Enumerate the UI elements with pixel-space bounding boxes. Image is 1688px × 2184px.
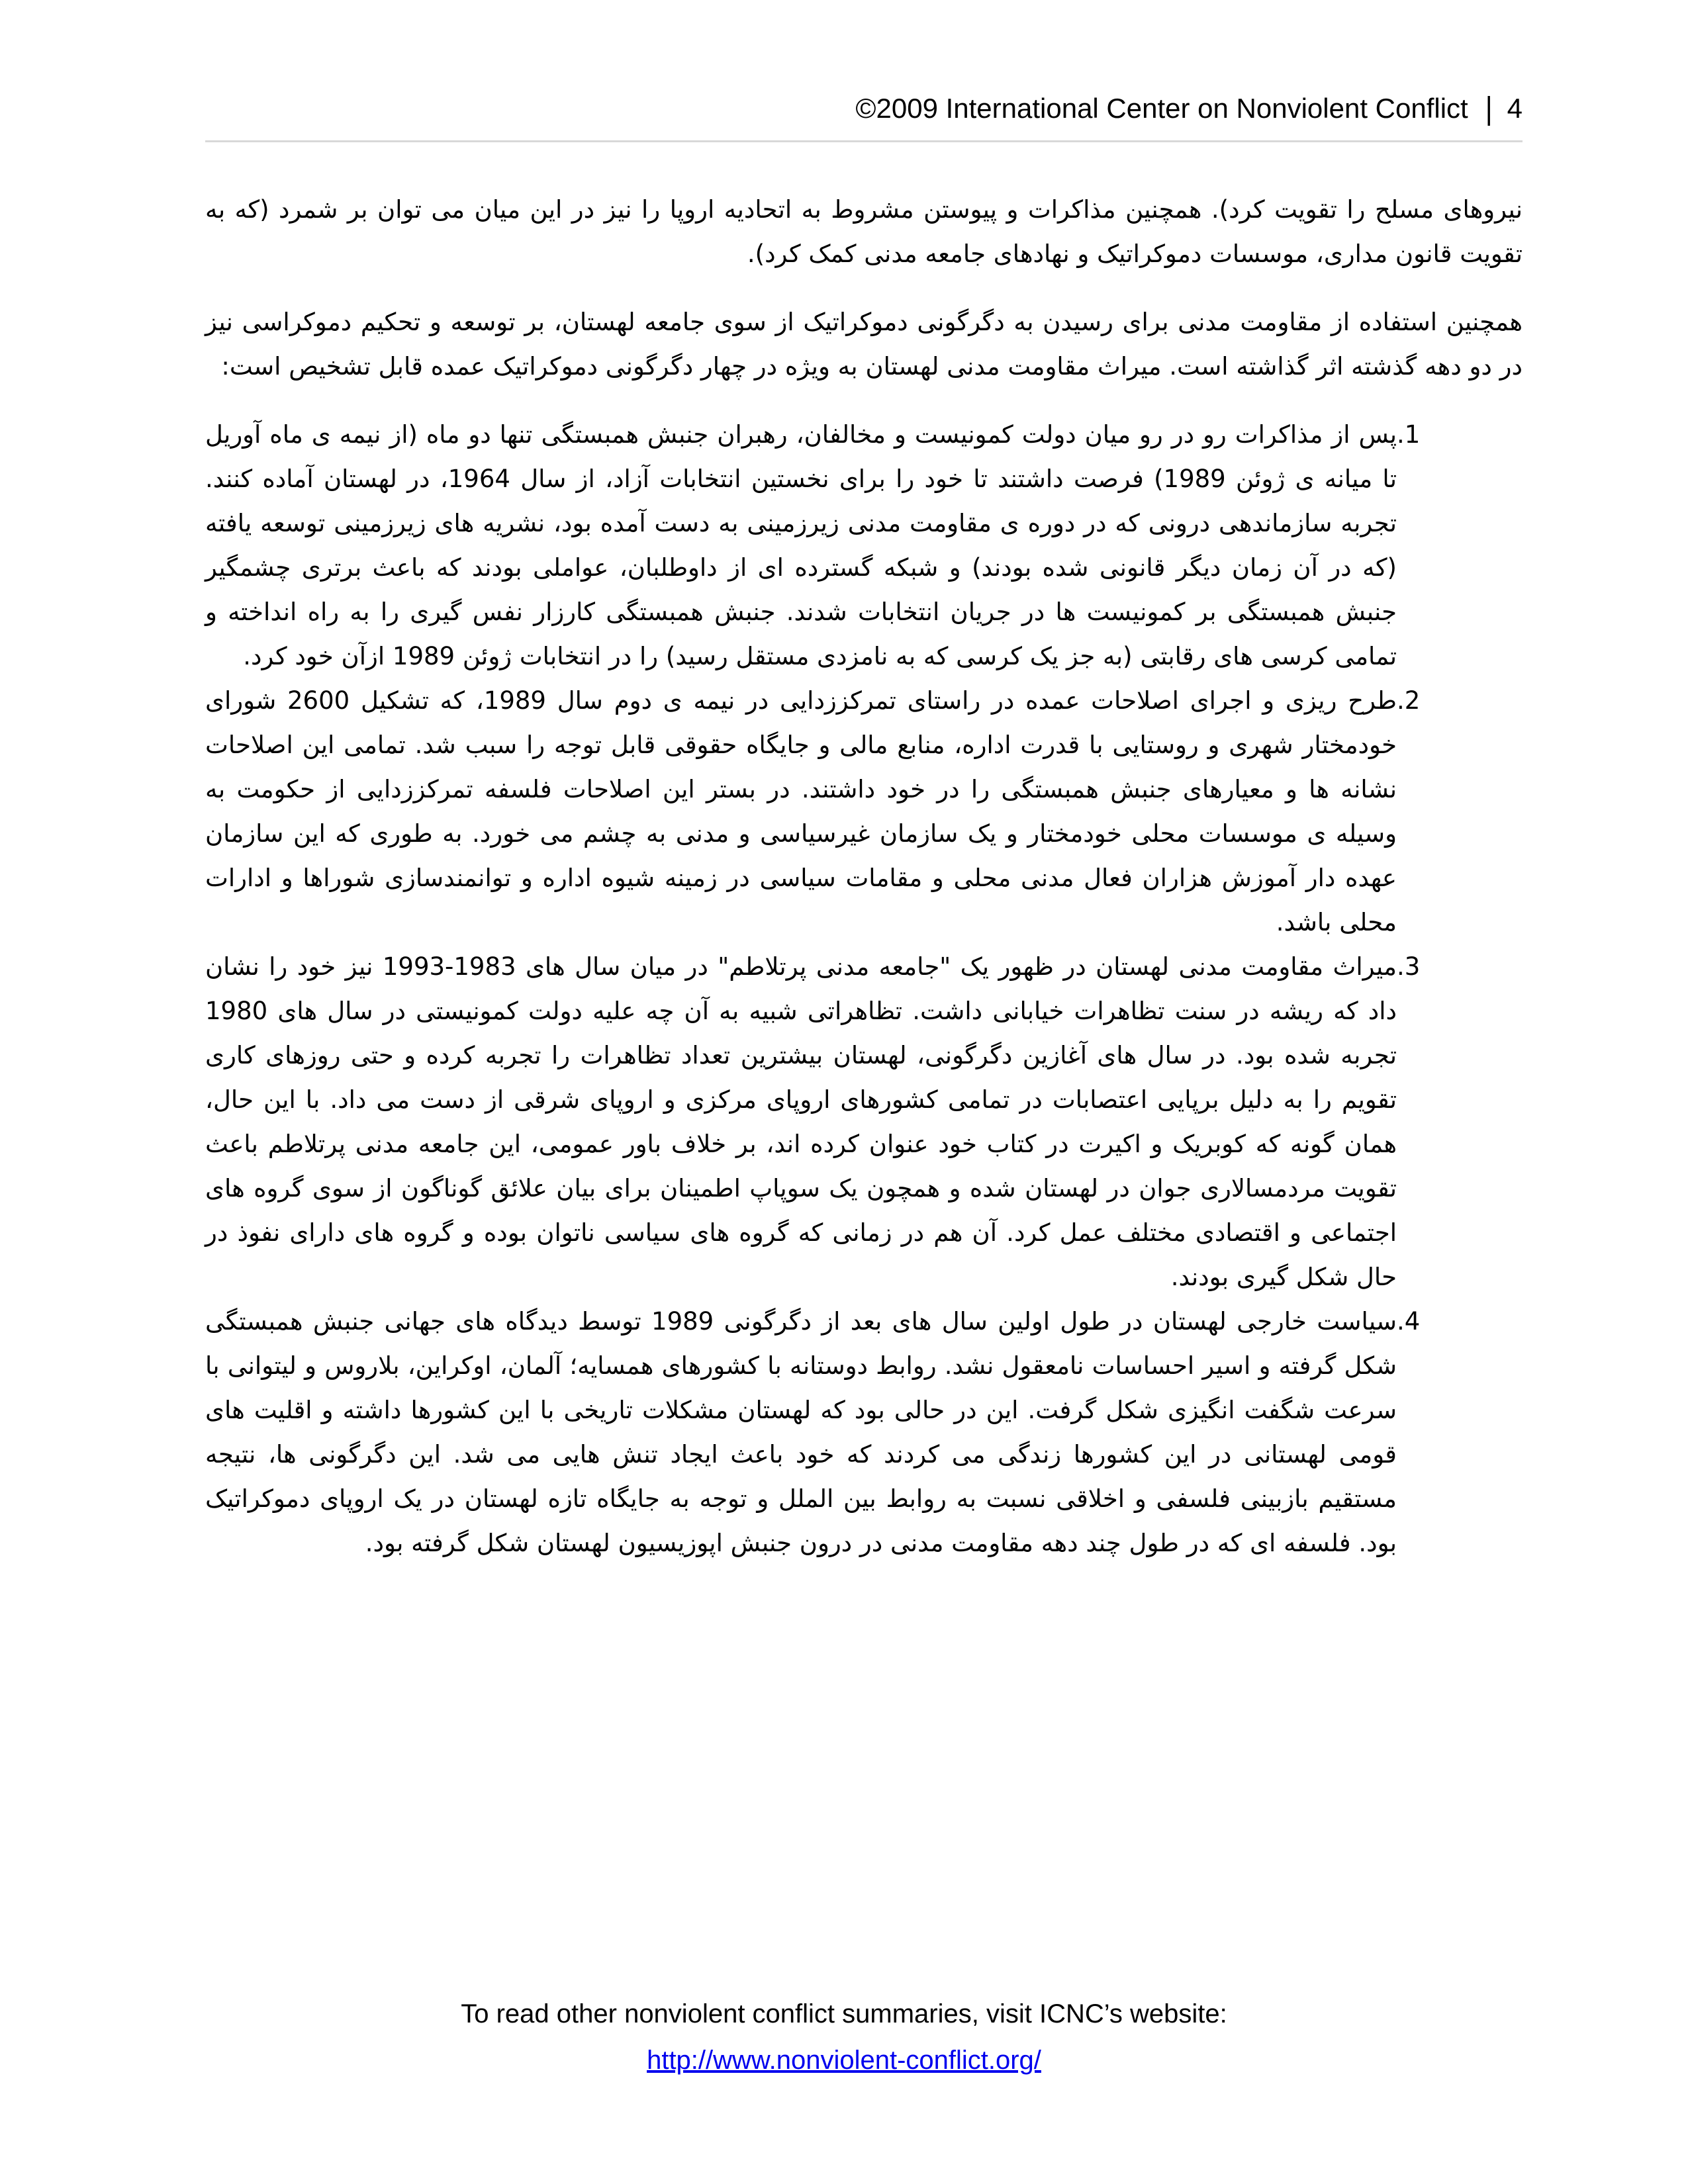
footer-note: To read other nonviolent conflict summaries, visit ICNC’s website: xyxy=(461,1999,1227,2028)
list-item-text: طرح ریزی و اجرای اصلاحات عمده در راستای تمرکززدایی در نیمه ی دوم سال 1989، که تشکیل 2600 شورای خودمختار شهری و روستایی با قدرت اداره، منابع مالی و جایگاه حقوقی قابل توجه را سبب شد. تمامی این اصلاحات نشانه ها و معیارهای جنبش همبستگی را در خود داشتند. در بستر این اصلاحات فلسفه تمرکززدایی از حکومت به وسیله ی موسسات محلی خودمختار و یک سازمان غیرسیاسی و مدنی به چشم می خورد. به طوری که این سازمان عهده دار آموزش هزاران فعال مدنی محلی و مقامات سیاسی در زمینه شیوه اداره و توانمندسازی شوراها و ادارات محلی باشد. xyxy=(205,686,1397,936)
list-item-number: 1. xyxy=(1397,420,1421,449)
page-number: 4 xyxy=(1507,93,1523,124)
paragraph: همچنین استفاده از مقاومت مدنی برای رسیدن به دگرگونی دموکراتیک از سوی جامعه لهستان، بر توسعه و تحکیم دموکراسی نیز در دو دهه گذشته اثر گذاشته است. میراث مقاومت مدنی لهستان به ویژه در چهار دگرگونی دموکراتیک عمده قابل تشخیص است: xyxy=(205,308,1523,381)
list-item-number: 4. xyxy=(1397,1307,1421,1336)
list-item xyxy=(205,678,1523,944)
numbered-list xyxy=(205,412,1523,1565)
website-link[interactable]: http://www.nonviolent-conflict.org/ xyxy=(647,2046,1041,2075)
list-item-text: سیاست خارجی لهستان در طول اولین سال های بعد از دگرگونی 1989 توسط دیدگاه های جهانی جنبش همبستگی شکل گرفته و اسیر احساسات نامعقول نشد. روابط دوستانه با کشورهای همسایه؛ آلمان، اوکراین، بلاروس و لیتوانی با سرعت شگفت انگیزی شکل گرفت. این در حالی بود که لهستان مشکلات تاریخی با این کشورها داشته و اقلیت های قومی لهستانی در این کشورها زندگی می کردند که خود باعث ایجاد تنش هایی می شد. این دگرگونی ها، نتیجه مستقیم بازبینی فلسفی و اخلاقی نسبت به روابط بین الملل و توجه به جایگاه تازه لهستان در یک اروپای دموکراتیک بود. فلسفه ای که در طول چند دهه مقاومت مدنی در درون جنبش اپوزیسیون لهستان شکل گرفته بود. xyxy=(205,1307,1397,1557)
header-separator: | xyxy=(1485,90,1493,126)
list-item-text: پس از مذاکرات رو در رو میان دولت کمونیست و مخالفان، رهبران جنبش همبستگی تنها دو ماه (از نیمه ی ماه آوریل تا میانه ی ژوئن 1989) فرصت داشتند تا خود را برای نخستین انتخابات آزاد، از سال 1964، در لهستان آماده کنند. تجربه سازماندهی درونی که در دوره ی مقاومت مدنی زیرزمینی به دست آمده بود، نشریه های زیرزمینی توسعه یافته (که در آن زمان دیگر قانونی شده بودند) و شبکه گسترده ای از داوطلبان، عواملی بودند که باعث برتری چشمگیر جنبش همبستگی بر کمونیست ها در جریان انتخابات شدند. جنبش همبستگی کارزار نفس گیری را به راه انداخته و تمامی کرسی های رقابتی (به جز یک کرسی که به نامزدی مستقل رسید) را در انتخابات ژوئن 1989 ازآن خود کرد. xyxy=(205,420,1397,670)
page-footer xyxy=(0,1991,1688,2083)
list-item xyxy=(205,412,1523,678)
list-item xyxy=(205,944,1523,1299)
header-copyright: ©2009 International Center on Nonviolent Conflict xyxy=(855,93,1468,124)
list-item-number: 3. xyxy=(1397,952,1421,981)
list-item xyxy=(205,1299,1523,1565)
document-body xyxy=(205,142,1523,1565)
paragraph: نیروهای مسلح را تقویت کرد). همچنین مذاکرات و پیوستن مشروط به اتحادیه اروپا را نیز در این میان می توان بر شمرد (که به تقویت قانون مداری، موسسات دموکراتیک و نهادهای جامعه مدنی کمک کرد). xyxy=(205,195,1523,268)
list-item-text: میراث مقاومت مدنی لهستان در ظهور یک "جامعه مدنی پرتلاطم" در میان سال های 1983-1993 نیز خود را نشان داد که ریشه در سنت تظاهرات خیابانی داشت. تظاهراتی شبیه به آن چه علیه دولت کمونیستی در سال های 1980 تجربه شده بود. در سال های آغازین دگرگونی، لهستان بیشترین تعداد تظاهرات را تجربه کرده و حتی روزهای کاری تقویم را به دلیل برپایی اعتصابات در تمامی کشورهای اروپای مرکزی و اروپای شرقی از دست می داد. با این حال، همان گونه که کوبریک و اکیرت در کتاب خود عنوان کرده اند، بر خلاف باور عمومی، این جامعه مدنی پرتلاطم باعث تقویت مردمسالاری جوان در لهستان شده و همچون یک سوپاپ اطمینان برای بیان علائق گوناگون از سوی گروه های اجتماعی و اقتصادی مختلف عمل کرد. آن هم در زمانی که گروه های سیاسی ناتوان بوده و گروه های دارای نفوذ در حال شکل گیری بودند. xyxy=(205,952,1397,1291)
page-header xyxy=(205,91,1523,126)
list-item-number: 2. xyxy=(1397,686,1421,715)
